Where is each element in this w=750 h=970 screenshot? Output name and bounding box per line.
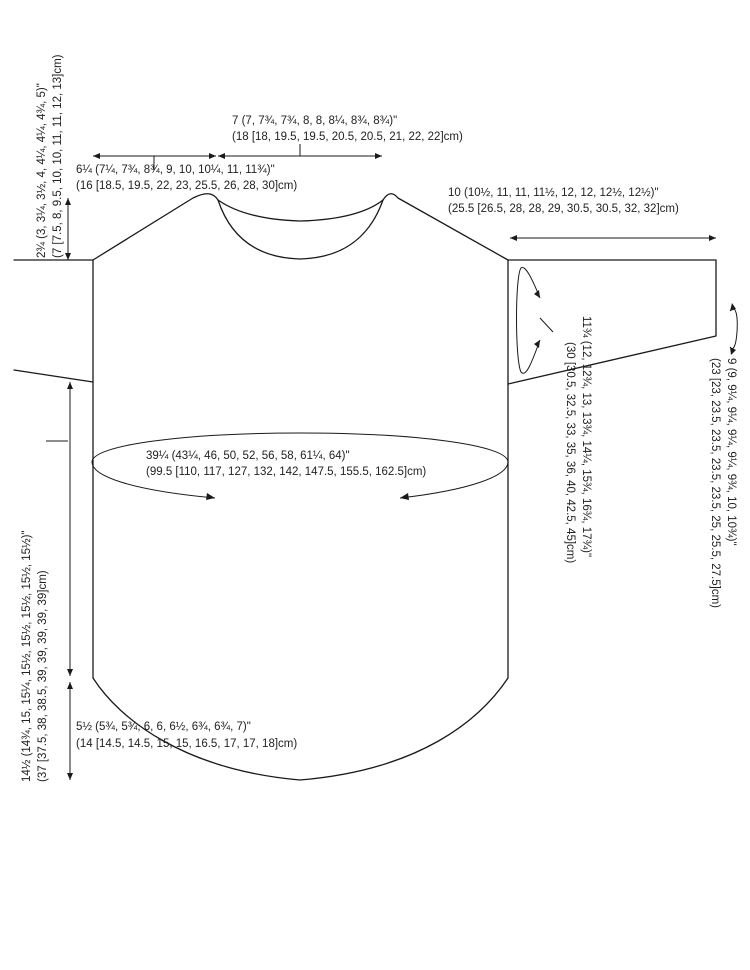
neck-width-inches: 7 (7, 7¾, 7¾, 8, 8, 8¼, 8¾, 8¾)" (232, 115, 398, 127)
measurement-labels (21, 54, 737, 782)
chest-circumference-cm: (99.5 [110, 117, 127, 132, 142, 147.5, 155.5, 162.5]cm) (146, 466, 427, 478)
hem-width-inches: 5½ (5¾, 5¾, 6, 6, 6½, 6¾, 6¾, 7)" (76, 721, 251, 733)
sleeve-length-inches: 10 (10½, 11, 11, 11½, 12, 12, 12½, 12½)" (448, 187, 659, 199)
hem-width-cm: (14 [14.5, 14.5, 15, 15, 16.5, 17, 17, 18]cm) (76, 738, 298, 750)
cuff-circumference-inches: 9 (9, 9¼, 9¼, 9¼, 9¼, 9¾, 10, 10¾)" (725, 358, 737, 546)
right-sleeve (508, 260, 716, 384)
shoulder-width-cm: (16 [18.5, 19.5, 22, 23, 25.5, 26, 28, 30]cm) (76, 180, 298, 192)
yoke-depth-inches: 2¾ (3, 3¼, 3½, 4, 4¼, 4¼, 4¾, 5)" (36, 83, 48, 258)
body-length-cm: (37 [37.5, 38, 38.5, 39, 39, 39, 39, 39]cm) (37, 570, 49, 782)
body-outline (93, 194, 508, 780)
sleeve-length-cm: (25.5 [26.5, 28, 28, 29, 30.5, 30.5, 32, 32]cm) (448, 203, 679, 215)
chest-circumference-inches: 39¼ (43¼, 46, 50, 52, 56, 58, 61¼, 64)" (146, 450, 350, 462)
upper-arm-circumference-cm: (30 [30.5, 32.5, 33, 35, 36, 40, 42.5, 45]cm) (564, 342, 576, 564)
dimension-lines (46, 144, 737, 780)
back-neckline (218, 200, 383, 259)
neck-width-cm: (18 [18, 19.5, 19.5, 20.5, 20.5, 21, 22, 22]cm) (232, 131, 463, 143)
yoke-depth-cm: (7 [7.5, 8, 9.5, 10, 10, 11, 11, 12, 13]cm) (52, 54, 64, 258)
shoulder-width-inches: 6¼ (7¼, 7¾, 8¾, 9, 10, 10¼, 11, 11¾)" (76, 164, 275, 176)
upper-arm-circumference-inches: 11¾ (12, 12¾, 13, 13¾, 14¼, 15¾, 16¾, 17¾)" (580, 316, 592, 558)
cuff-circumference-cm: (23 [23, 23.5, 23.5, 23.5, 23.5, 25, 25.5, 27.5]cm) (709, 358, 721, 608)
body-length-inches: 14½ (14¾, 15, 15¼, 15½, 15½, 15½, 15½, 15½)" (21, 530, 33, 782)
garment-outline (14, 194, 716, 780)
left-sleeve (14, 260, 93, 382)
